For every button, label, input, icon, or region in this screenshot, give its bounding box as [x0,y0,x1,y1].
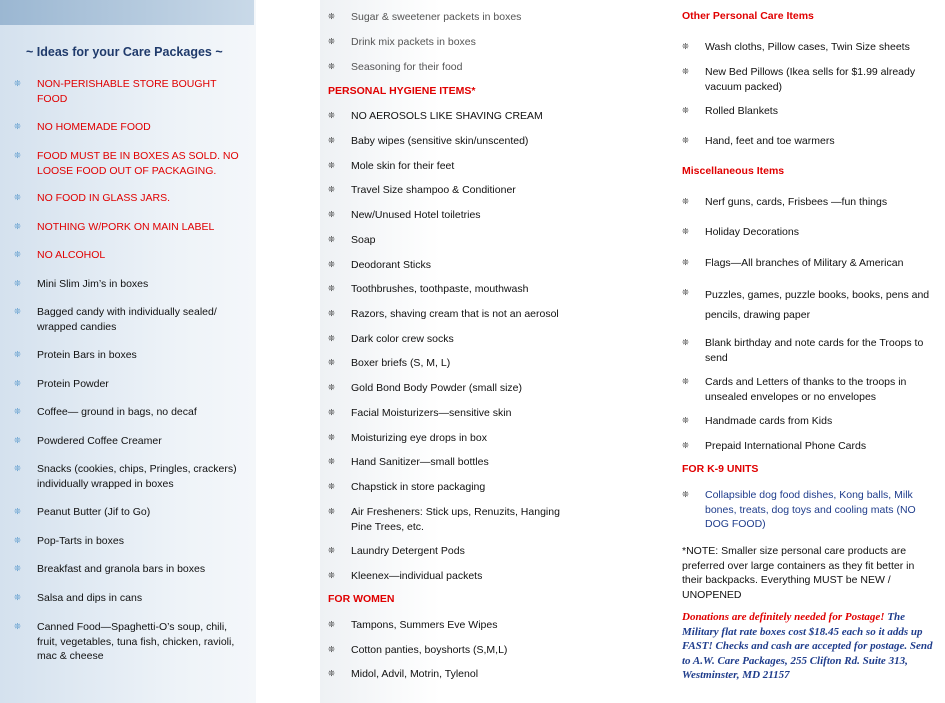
bullet-icon: ❊ [14,122,21,131]
list-item: ❊ Dark color crew socks [328,333,454,345]
bullet-icon: ❊ [328,235,335,244]
bullet-icon: ❊ [328,136,335,145]
list-item: ❊ Air Fresheners: Stick ups, Renuzits, Hanging Pine Trees, etc. [328,506,560,533]
list-item: ❊ Facial Moisturizers—sensitive skin [328,407,512,419]
bullet-icon: ❊ [328,358,335,367]
list-item: ❊ Mini Slim Jim’s in boxes [14,278,149,290]
bullet-icon: ❊ [328,309,335,318]
bullet-icon: ❊ [682,106,689,115]
note-text: *NOTE: Smaller size personal care products are preferred over large containers as they fit better in their backpacks. Everything MUST be NEW / UNOPENED [682,545,915,601]
list-item: ❊ Holiday Decorations [682,226,799,238]
bullet-icon: ❊ [328,210,335,219]
bullet-icon: ❊ [682,416,689,425]
list-item: ❊ Boxer briefs (S, M, L) [328,357,451,369]
list-item: ❊ New Bed Pillows (Ikea sells for $1.99 already vacuum packed) [682,66,916,93]
hygiene-heading: PERSONAL HYGIENE ITEMS* [328,85,476,97]
list-item: ❊ Gold Bond Body Powder (small size) [328,382,522,394]
bullet-icon: ❊ [14,193,21,202]
bullet-icon: ❊ [328,161,335,170]
bullet-icon: ❊ [328,546,335,555]
bullet-icon: ❊ [328,12,335,21]
list-item: ❊ Peanut Butter (Jif to Go) [14,506,151,518]
bullet-icon: ❊ [14,279,21,288]
bullet-icon: ❊ [14,536,21,545]
list-item: ❊ Deodorant Sticks [328,259,431,271]
list-item: ❊ Seasoning for their food [328,61,463,73]
bullet-icon: ❊ [682,288,689,297]
list-item: ❊ NO ALCOHOL [14,249,106,261]
bullet-icon: ❊ [682,377,689,386]
bullet-icon: ❊ [14,593,21,602]
list-item: ❊ NO HOMEMADE FOOD [14,121,151,133]
bullet-icon: ❊ [328,111,335,120]
list-item: ❊ Rolled Blankets [682,105,778,117]
list-item: ❊ Soap [328,234,376,246]
bullet-icon: ❊ [14,436,21,445]
bullet-icon: ❊ [682,67,689,76]
bullet-icon: ❊ [14,507,21,516]
list-item: ❊ Breakfast and granola bars in boxes [14,563,206,575]
list-item: ❊ NOTHING W/PORK ON MAIN LABEL [14,221,215,233]
list-item: ❊ Midol, Advil, Motrin, Tylenol [328,668,479,680]
list-item: ❊ Wash cloths, Pillow cases, Twin Size sheets [682,41,910,53]
list-item: ❊ Collapsible dog food dishes, Kong balls, Milk bones, treats, dog toys and cooling mats (NO DOG FOOD) [682,489,916,530]
list-item: ❊ Baby wipes (sensitive skin/unscented) [328,135,529,147]
list-item: ❊ Protein Powder [14,378,109,390]
k9-heading: FOR K-9 UNITS [682,463,759,475]
list-item: ❊ Salsa and dips in cans [14,592,143,604]
list-item: ❊ Drink mix packets in boxes [328,36,476,48]
page-title: ~ Ideas for your Care Packages ~ [26,45,223,59]
bullet-icon: ❊ [328,62,335,71]
bullet-icon: ❊ [328,408,335,417]
bullet-icon: ❊ [328,645,335,654]
bullet-icon: ❊ [328,571,335,580]
list-item: ❊ Cards and Letters of thanks to the troops in unsealed envelopes or no envelopes [682,376,907,403]
list-item: ❊ Protein Bars in boxes [14,349,137,361]
bullet-icon: ❊ [328,284,335,293]
list-item: ❊ Kleenex—individual packets [328,570,483,582]
list-item: ❊ Blank birthday and note cards for the Troops to send [682,337,924,364]
list-item: ❊ Pop-Tarts in boxes [14,535,124,547]
list-item: ❊ Snacks (cookies, chips, Pringles, crackers) individually wrapped in boxes [14,463,237,490]
bullet-icon: ❊ [328,482,335,491]
bullet-icon: ❊ [682,136,689,145]
list-item: ❊ Handmade cards from Kids [682,415,833,427]
bullet-icon: ❊ [328,37,335,46]
list-item: ❊ NON-PERISHABLE STORE BOUGHT FOOD [14,78,217,105]
list-item: ❊ Laundry Detergent Pods [328,545,465,557]
list-item: ❊ Coffee— ground in bags, no decaf [14,406,197,418]
bullet-icon: ❊ [328,260,335,269]
list-item: ❊ FOOD MUST BE IN BOXES AS SOLD. NO LOOSE FOOD OUT OF PACKAGING. [14,150,239,177]
list-item: ❊ Prepaid International Phone Cards [682,440,867,452]
bullet-icon: ❊ [14,222,21,231]
bullet-icon: ❊ [682,338,689,347]
donation-notice [682,610,934,683]
bullet-icon: ❊ [328,669,335,678]
list-item: ❊ New/Unused Hotel toiletries [328,209,481,221]
bullet-icon: ❊ [14,464,21,473]
list-item: ❊ Cotton panties, boyshorts (S,M,L) [328,644,508,656]
donation-lead: Donations are definitely needed for Postage! [682,611,885,623]
list-item: ❊ Mole skin for their feet [328,160,455,172]
list-item: ❊ Toothbrushes, toothpaste, mouthwash [328,283,529,295]
bullet-icon: ❊ [328,620,335,629]
list-item: ❊ Hand, feet and toe warmers [682,135,835,147]
bullet-icon: ❊ [328,383,335,392]
bullet-icon: ❊ [328,185,335,194]
bullet-icon: ❊ [682,197,689,206]
bullet-icon: ❊ [328,457,335,466]
other-care-heading: Other Personal Care Items [682,10,814,22]
bullet-icon: ❊ [14,79,21,88]
list-item: ❊ Razors, shaving cream that is not an aerosol [328,308,559,320]
misc-heading: Miscellaneous Items [682,165,785,177]
list-item: ❊ NO FOOD IN GLASS JARS. [14,192,171,204]
donation-body: The Military flat rate boxes cost $18.45 each so it adds up FAST! Checks and cash are accepted for postage. Send to A.W. Care Packages, 255 Clifton Rd. Suite 313, Westminster, MD 21157 [682,611,933,681]
bullet-icon: ❊ [682,441,689,450]
bullet-icon: ❊ [328,507,335,516]
bullet-icon: ❊ [682,258,689,267]
list-item: ❊ Tampons, Summers Eve Wipes [328,619,498,631]
list-item: ❊ Moisturizing eye drops in box [328,432,487,444]
panel-header-band [0,0,254,25]
bullet-icon: ❊ [14,622,21,631]
list-item: ❊ Powdered Coffee Creamer [14,435,162,447]
list-item: ❊ Bagged candy with individually sealed/ wrapped candies [14,306,217,333]
list-item: ❊ Nerf guns, cards, Frisbees —fun things [682,196,888,208]
bullet-icon: ❊ [682,490,689,499]
list-item: ❊ Chapstick in store packaging [328,481,486,493]
list-item: ❊ NO AEROSOLS LIKE SHAVING CREAM [328,110,543,122]
bullet-icon: ❊ [14,350,21,359]
bullet-icon: ❊ [682,227,689,236]
bullet-icon: ❊ [682,42,689,51]
bullet-icon: ❊ [14,151,21,160]
list-item: ❊ Travel Size shampoo & Conditioner [328,184,516,196]
women-heading: FOR WOMEN [328,593,395,605]
list-item: ❊ Hand Sanitizer—small bottles [328,456,489,468]
list-item: ❊ Flags—All branches of Military & American [682,257,904,269]
bullet-icon: ❊ [14,250,21,259]
bullet-icon: ❊ [14,379,21,388]
list-item: ❊ Puzzles, games, puzzle books, books, pens and pencils, drawing paper [682,286,934,325]
bullet-icon: ❊ [328,334,335,343]
list-item: ❊ Sugar & sweetener packets in boxes [328,11,522,23]
bullet-icon: ❊ [14,564,21,573]
bullet-icon: ❊ [14,307,21,316]
list-item: ❊ Canned Food—Spaghetti-O’s soup, chili, fruit, vegetables, tuna fish, chicken, ravioli, mac & cheese [14,621,235,662]
bullet-icon: ❊ [328,433,335,442]
bullet-icon: ❊ [14,407,21,416]
